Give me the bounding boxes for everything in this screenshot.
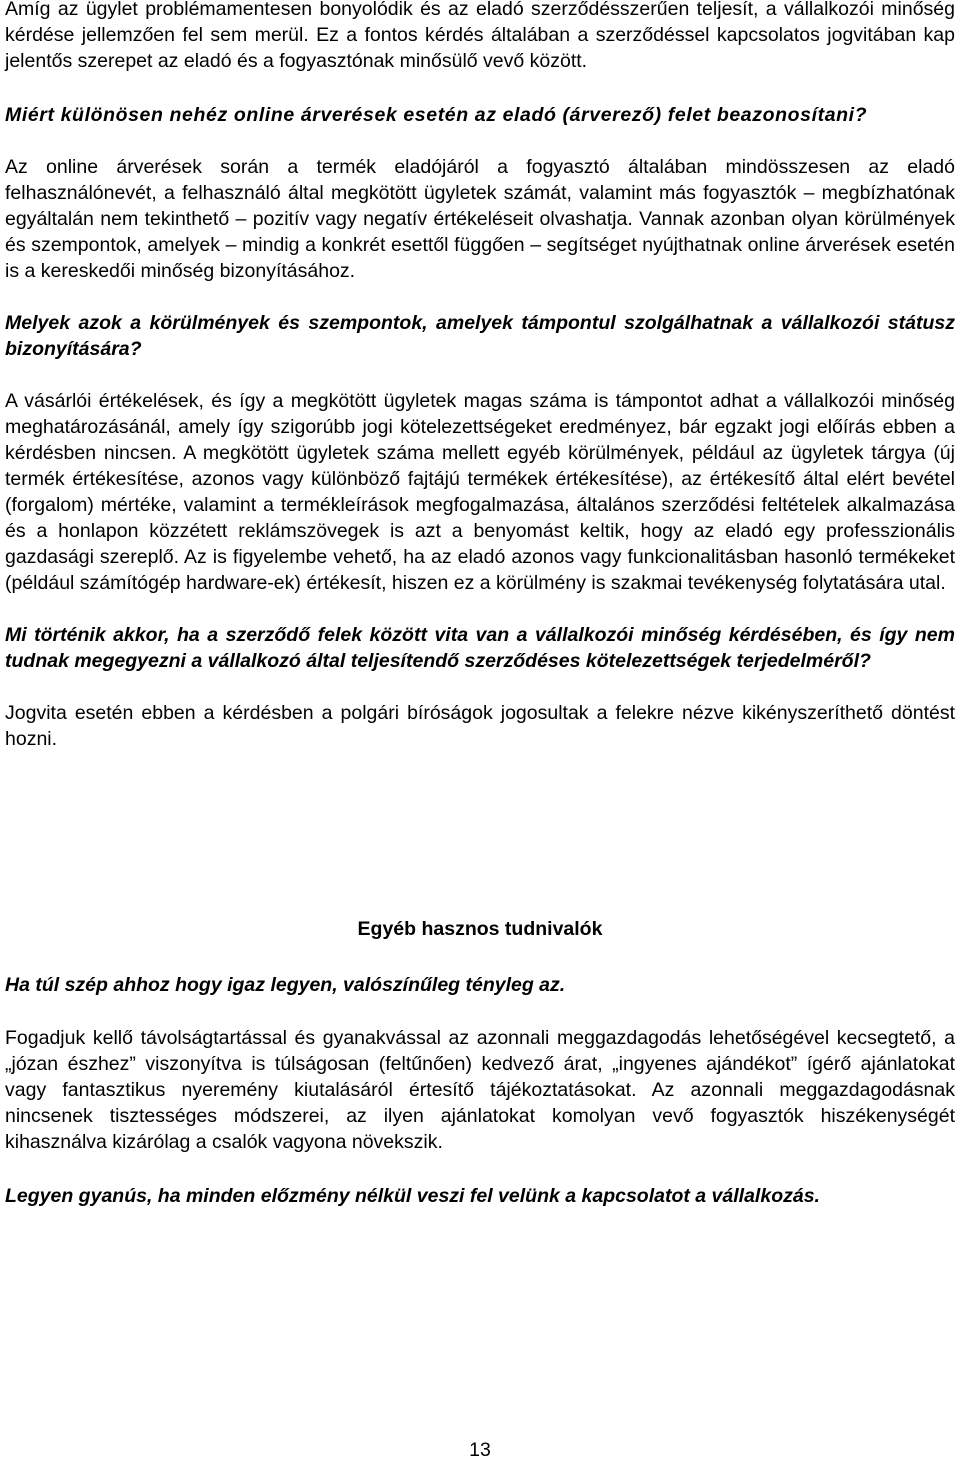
- question-online-auction-seller: Miért különösen nehéz online árverések esetén az eladó (árverező) felet beazonosítani?: [5, 104, 868, 126]
- section-heading: Egyéb hasznos tudnivalók: [357, 918, 603, 940]
- answer-business-status-criteria: A vásárlói értékelések, és így a megkötött ügyletek magas száma is támpontot adhat a vállalkozói minőség meghatározásánál, amely így szigorúbb jogi kötelezettségeket eredményez, bár egzakt jogi előírás ebben a kérdésben nincsen. A megkötött ügyletek száma mellett egyéb körülmények, például az ügyletek tárgya (új termék értékesítése, azonos vagy különböző fajtájú termékek értékesítése), az értékesítő által elért bevétel (forgalom) mértéke, valamint a termékleírások megfogalmazása, általános szerződési feltételek alkalmazása és a honlapon közzétett reklámszövegek is azt a benyomást keltik, hogy az eladó egy professzionális gazdasági szereplő. Az is figyelembe vehető, ha az eladó azonos vagy funkcionalitásban hasonló termékeket (például számítógép hardware-ek) értékesít, hiszen ez a körülmény is szakmai tevékenység folytatására utal.: [5, 390, 955, 594]
- question-dispute: Mi történik akkor, ha a szerződő felek között vita van a vállalkozói minőség kérdésében, és így nem tudnak megegyezni a vállalkozó által teljesítendő szerződéses kötelezettségek terjedelméről?: [5, 624, 955, 672]
- document-page: [5, 0, 955, 1209]
- question-business-status-criteria: Melyek azok a körülmények és szempontok, amelyek támpontul szolgálhatnak a vállalkozói státusz bizonyítására?: [5, 312, 955, 360]
- answer-dispute: Jogvita esetén ebben a kérdésben a polgári bíróságok jogosultak a felekre nézve kikényszeríthető döntést hozni.: [5, 702, 955, 750]
- question-too-good-to-be-true: Ha túl szép ahhoz hogy igaz legyen, valószínűleg tényleg az.: [5, 974, 566, 996]
- page-number: 13: [469, 1439, 491, 1461]
- intro-paragraph: Amíg az ügylet problémamentesen bonyolódik és az eladó szerződésszerűen teljesít, a vállalkozói minőség kérdése jellemzően fel sem merül. Ez a fontos kérdés általában a szerződéssel kapcsolatos jogvitában kap jelentős szerepet az eladó és a fogyasztónak minősülő vevő között.: [5, 0, 955, 72]
- question-unsolicited-contact: Legyen gyanús, ha minden előzmény nélkül veszi fel velünk a kapcsolatot a vállalkozás.: [5, 1185, 820, 1207]
- answer-online-auction-seller: Az online árverések során a termék eladójáról a fogyasztó általában mindösszesen az eladó felhasználónevét, a felhasználó által megkötött ügyletek számát, valamint más fogyasztók – megbízhatónak egyáltalán nem tekinthető – pozitív vagy negatív értékeléseit olvashatja. Vannak azonban olyan körülmények és szempontok, amelyek – mindig a konkrét esettől függően – segítséget nyújthatnak online árverések esetén is a kereskedői minőség bizonyításához.: [5, 156, 955, 282]
- answer-too-good-to-be-true: Fogadjuk kellő távolságtartással és gyanakvással az azonnali meggazdagodás lehetőségével kecsegtető, a „józan észhez” viszonyítva is túlságosan (feltűnően) kedvező árat, „ingyenes ajándékot” ígérő ajánlatokat vagy fantasztikus nyeremény kiutalásáról értesítő tájékoztatásokat. Az azonnali meggazdagodásnak nincsenek tisztességes módszerei, az ilyen ajánlatokat komolyan vevő fogyasztók hiszékenységét kihasználva kizárólag a csalók vagyona növekszik.: [5, 1027, 955, 1153]
